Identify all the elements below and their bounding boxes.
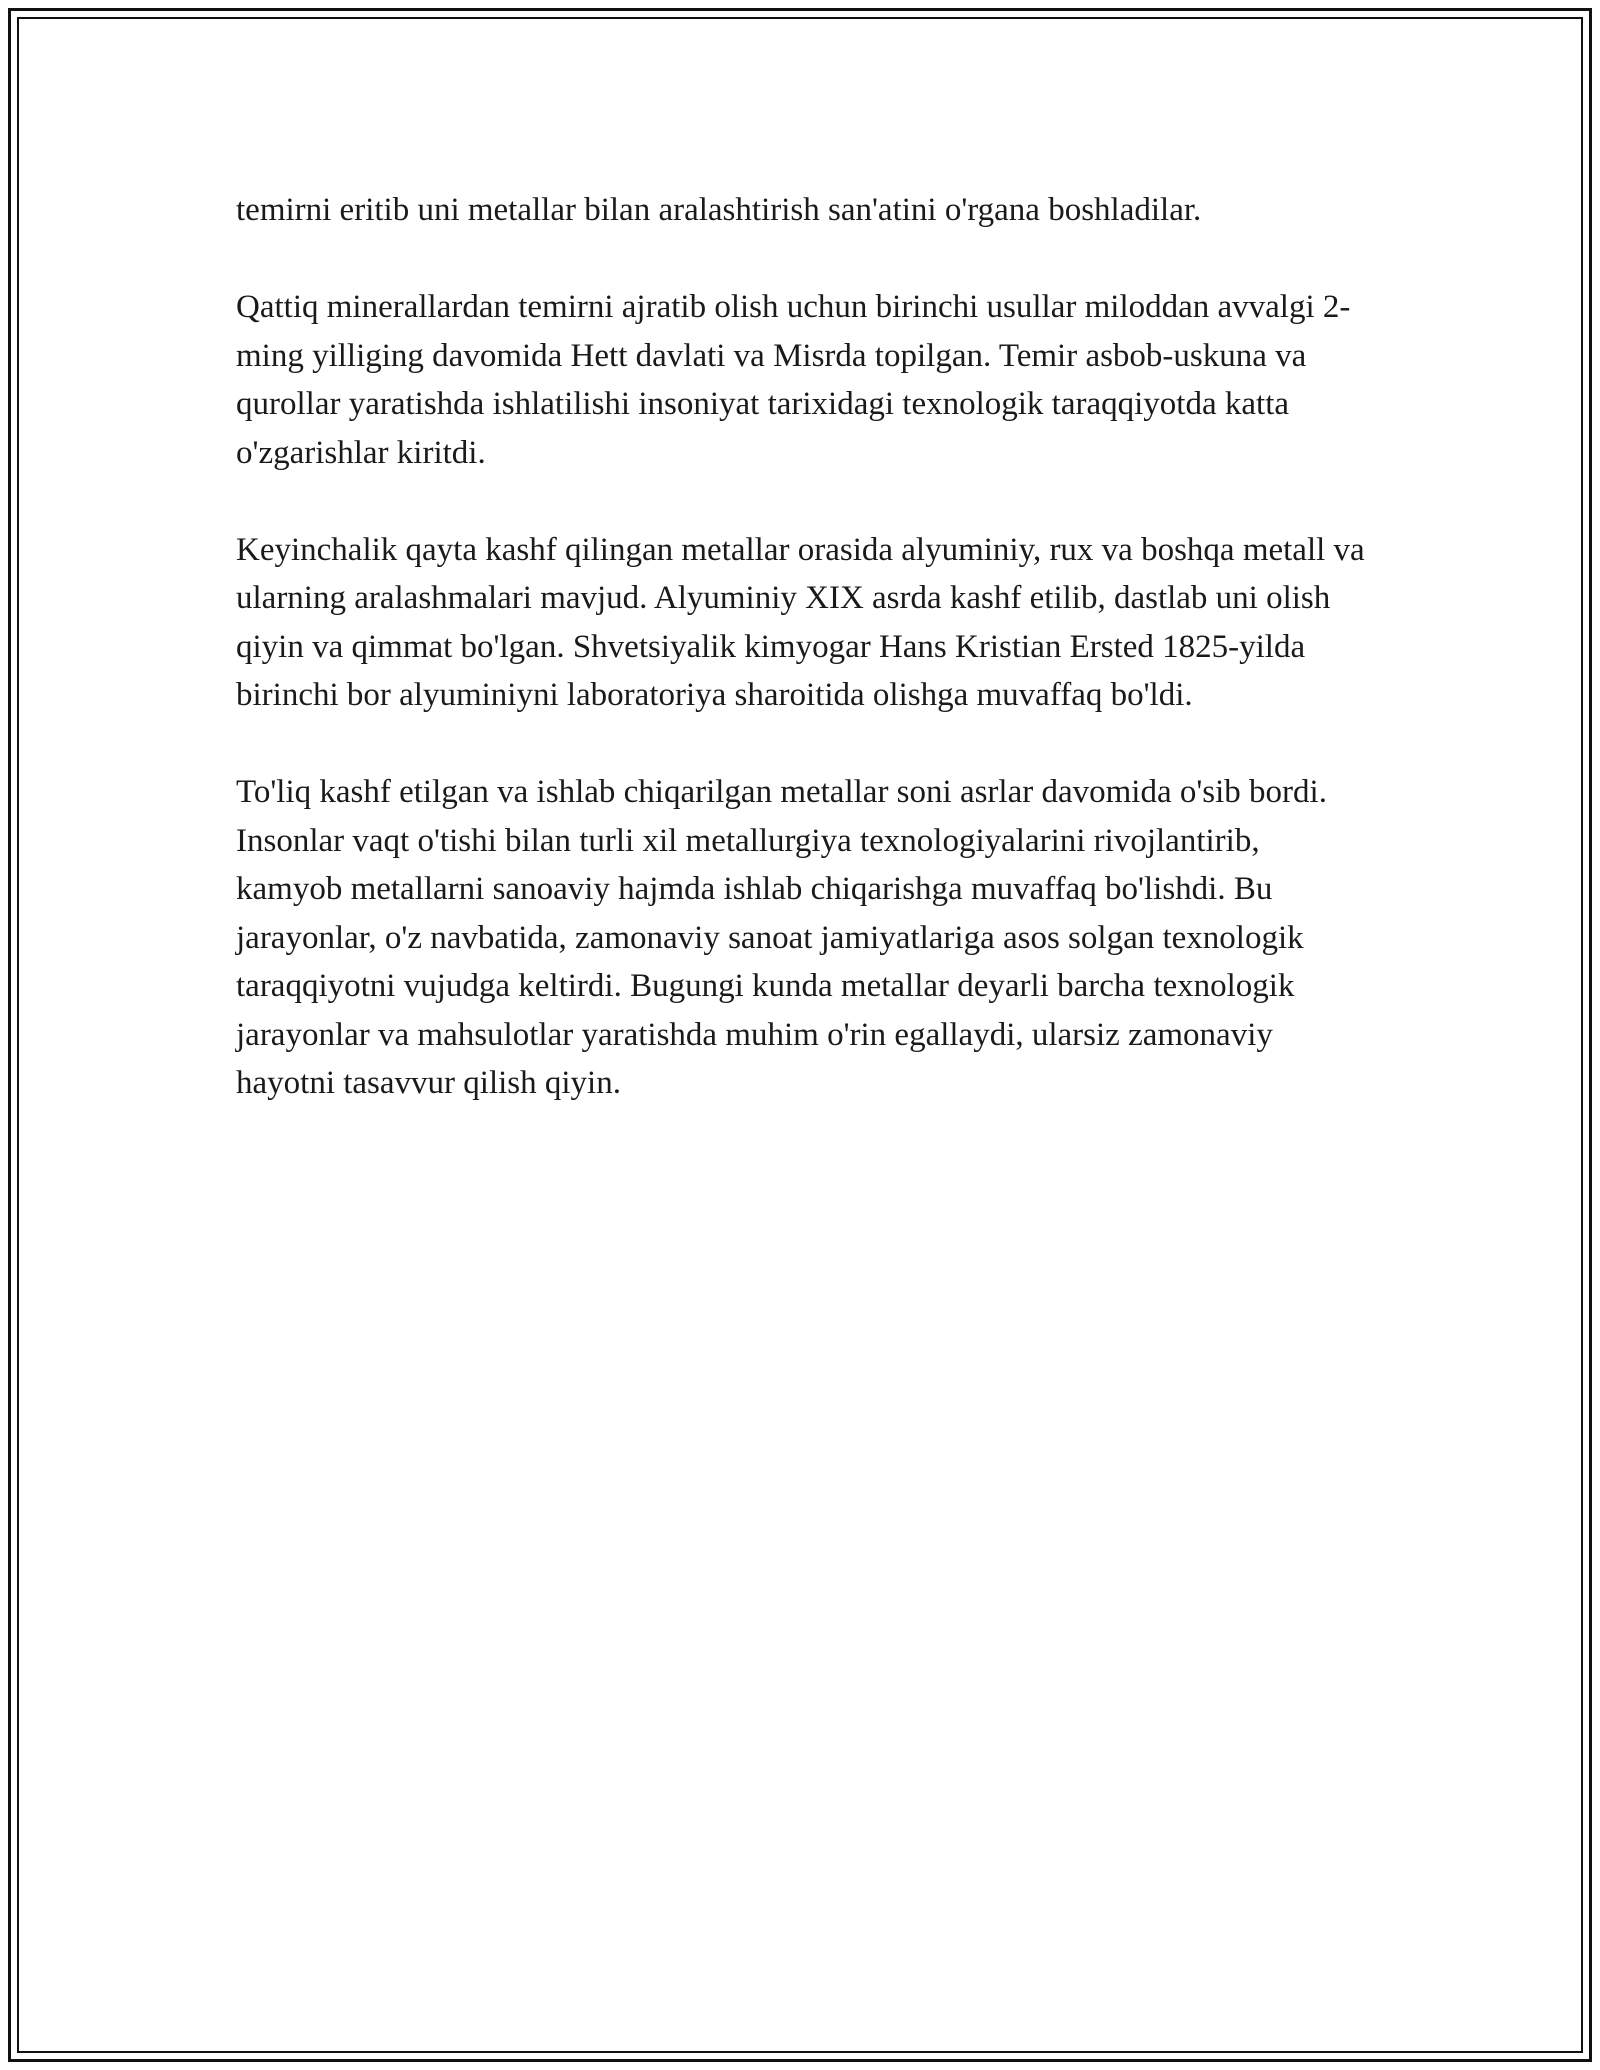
paragraph-4: To'liq kashf etilgan va ishlab chiqarilgan metallar soni asrlar davomida o'sib bordi. Insonlar vaqt o'tishi bilan turli xil metallurgiya texnologiyalarini rivojlantirib, kamyob metallarni sanoaviy hajmda ishlab chiqarishga muvaffaq bo'lishdi. Bu jarayonlar, o'z navbatida, zamonaviy sanoat jamiyatlariga asos solgan texnologik taraqqiyotni vujudga keltirdi. Bugungi kunda metallar deyarli barcha texnologik jarayonlar va mahsulotlar yaratishda muhim o'rin egallaydi, ularsiz zamonaviy hayotni tasavvur qilish qiyin.	[236, 774, 1327, 1101]
paragraph-3: Keyinchalik qayta kashf qilingan metallar orasida alyuminiy, rux va boshqa metall va ularning aralashmalari mavjud. Alyuminiy XIX asrda kashf etilib, dastlab uni olish qiyin va qimmat bo'lgan. Shvetsiyalik kimyogar Hans Kristian Ersted 1825-yilda birinchi bor alyuminiyni laboratoriya sharoitida olishga muvaffaq bo'ldi.	[236, 531, 1365, 713]
paragraph-2: Qattiq minerallardan temirni ajratib olish uchun birinchi usullar miloddan avvalgi 2-ming yilliging davomida Hett davlati va Misrda topilgan. Temir asbob-uskuna va qurollar yaratishda ishlatilishi insoniyat tarixidagi texnologik taraqqiyotda katta o'zgarishlar kiritdi.	[236, 289, 1351, 471]
paragraph-1: temirni eritib uni metallar bilan aralashtirish san'atini o'rgana boshladilar.	[236, 192, 1202, 228]
document-body	[236, 186, 1366, 1156]
